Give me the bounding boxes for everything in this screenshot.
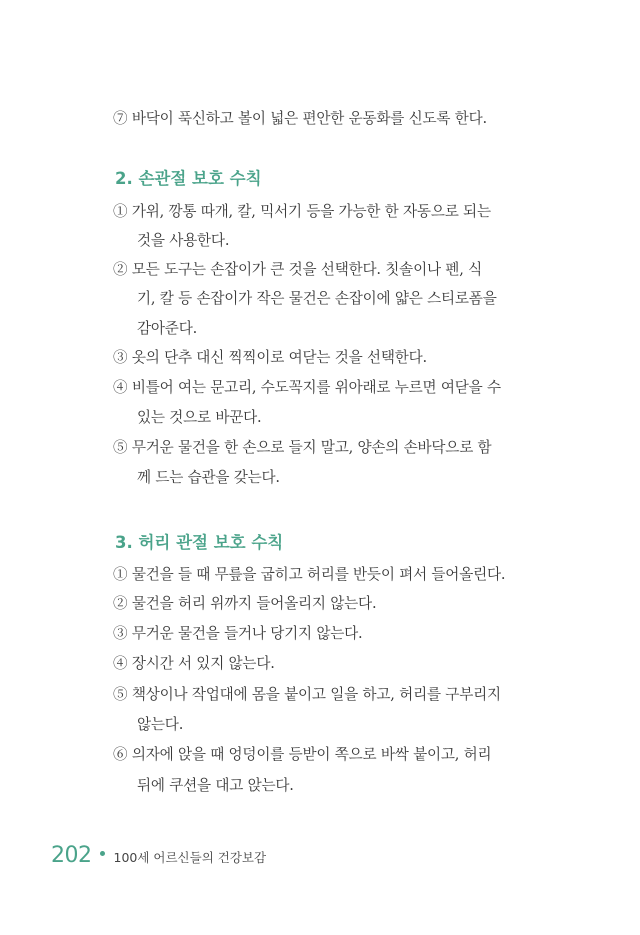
list-item: ① 물건을 들 때 무릎을 굽히고 허리를 반듯이 펴서 들어올린다. [113,566,506,583]
list-item: ③ 옷의 단추 대신 찍찍이로 여닫는 것을 선택한다. [113,349,427,366]
list-item-continuation: 것을 사용한다. [137,232,230,249]
list-item-continuation: 기, 칼 등 손잡이가 작은 물건은 손잡이에 얇은 스티로폼을 [137,290,497,307]
list-item: ① 가위, 깡통 따개, 칼, 믹서기 등을 가능한 한 자동으로 되는 [113,203,491,220]
list-item: ④ 비틀어 여는 문고리, 수도꼭지를 위아래로 누르면 여닫을 수 [113,379,501,396]
list-item-continuation: 않는다. [137,716,184,733]
page-footer [51,843,266,868]
list-item: ⑤ 책상이나 작업대에 몸을 붙이고 일을 하고, 허리를 구부리지 [113,686,501,703]
book-title: 100세 어르신들의 건강보감 [113,850,267,865]
bullet-dot-icon [100,851,105,856]
list-item-continuation: 께 드는 습관을 갖는다. [137,469,280,486]
list-item-continuation: 있는 것으로 바꾼다. [137,409,262,426]
page-number: 202 [51,843,92,868]
list-item-continuation: 감아준다. [137,320,198,337]
list-item: ⑤ 무거운 물건을 한 손으로 들지 말고, 양손의 손바닥으로 함 [113,439,492,456]
list-item: ② 모든 도구는 손잡이가 큰 것을 선택한다. 칫솔이나 펜, 식 [113,261,482,278]
list-item: ④ 장시간 서 있지 않는다. [113,655,275,672]
list-item: ② 물건을 허리 위까지 들어올리지 않는다. [113,595,377,612]
section-heading-back-joint: 3. 허리 관절 보호 수칙 [115,533,284,552]
list-item-continuation: 뒤에 쿠션을 대고 앉는다. [137,777,294,794]
list-item: ⑥ 의자에 앉을 때 엉덩이를 등받이 쪽으로 바싹 붙이고, 허리 [113,746,492,763]
list-item: ③ 무거운 물건을 들거나 당기지 않는다. [113,625,363,642]
section-heading-hand-joint: 2. 손관절 보호 수칙 [115,169,262,188]
list-item: ⑦ 바닥이 푹신하고 볼이 넓은 편안한 운동화를 신도록 한다. [113,110,487,127]
